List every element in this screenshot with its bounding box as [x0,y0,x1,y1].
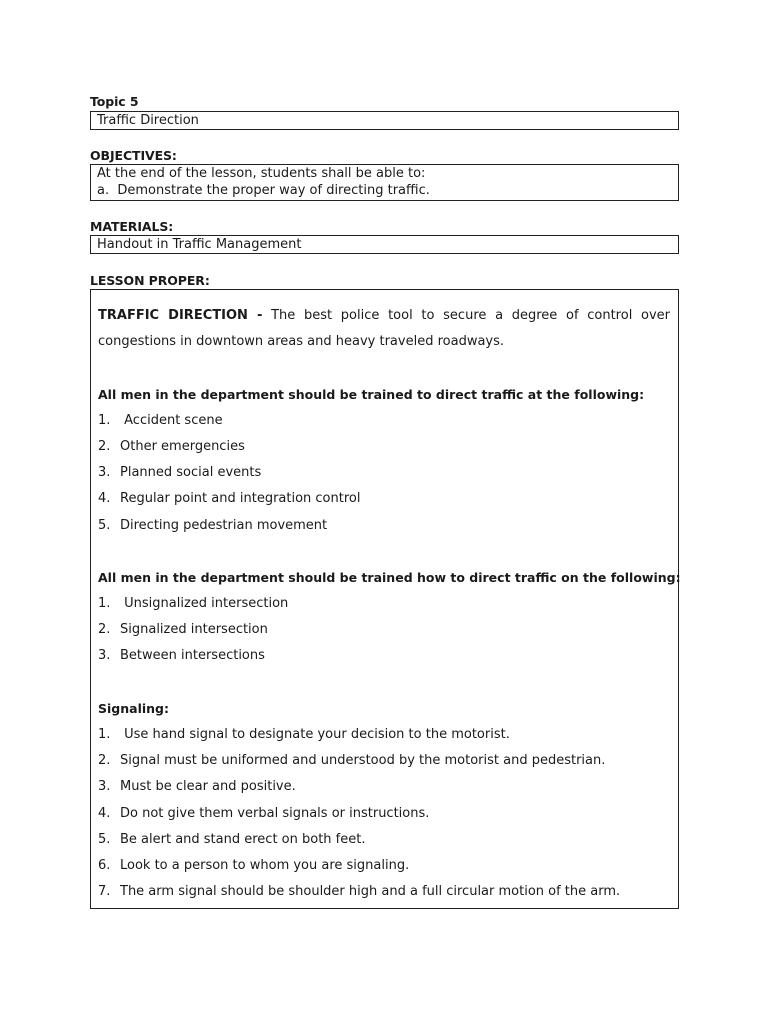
list-item: 7. The arm signal should be shoulder high and a full circular motion of the arm. [98,884,621,899]
lesson-box [90,289,679,909]
objectives-box [90,164,679,201]
definition-line-2: congestions in downtown areas and heavy traveled roadways. [98,334,505,349]
list-item: 1. Use hand signal to designate your decision to the motorist. [98,727,510,742]
objective-text: Demonstrate the proper way of directing traffic. [117,183,430,198]
objectives-intro: At the end of the lesson, students shall be able to: [97,166,426,181]
list-item: 1. Unsignalized intersection [98,596,289,611]
materials-box [90,235,679,254]
objectives-label: OBJECTIVES: [90,148,177,163]
list-item: 1. Accident scene [98,413,223,428]
topic-title-box [90,111,679,130]
objective-marker: a. [97,183,110,198]
list-item: 3. Between intersections [98,648,265,663]
list-item: 6. Look to a person to whom you are signaling. [98,858,410,873]
section3-heading: Signaling: [98,701,169,716]
section2-heading: All men in the department should be trained how to direct traffic on the following: [98,570,681,585]
topic-label: Topic 5 [90,94,139,109]
materials-text: Handout in Traffic Management [97,237,302,252]
materials-label: MATERIALS: [90,219,174,234]
objective-item [91,182,678,199]
definition-line-1 [98,308,670,323]
section1-heading: All men in the department should be trained to direct traffic at the following: [98,387,645,402]
topic-title: Traffic Direction [97,113,199,128]
lesson-label: LESSON PROPER: [90,273,210,288]
list-item: 2. Other emergencies [98,439,245,454]
list-item: 2. Signalized intersection [98,622,268,637]
definition-text-1: The best police tool to secure a degree of control over [271,308,670,323]
list-item: 2. Signal must be uniformed and understood by the motorist and pedestrian. [98,753,606,768]
list-item: 5. Directing pedestrian movement [98,518,328,533]
list-item: 4. Do not give them verbal signals or instructions. [98,806,430,821]
list-item: 3. Must be clear and positive. [98,779,296,794]
list-item: 4. Regular point and integration control [98,491,361,506]
definition-term: TRAFFIC DIRECTION - [98,308,263,323]
list-item: 3. Planned social events [98,465,262,480]
list-item: 5. Be alert and stand erect on both feet. [98,832,366,847]
